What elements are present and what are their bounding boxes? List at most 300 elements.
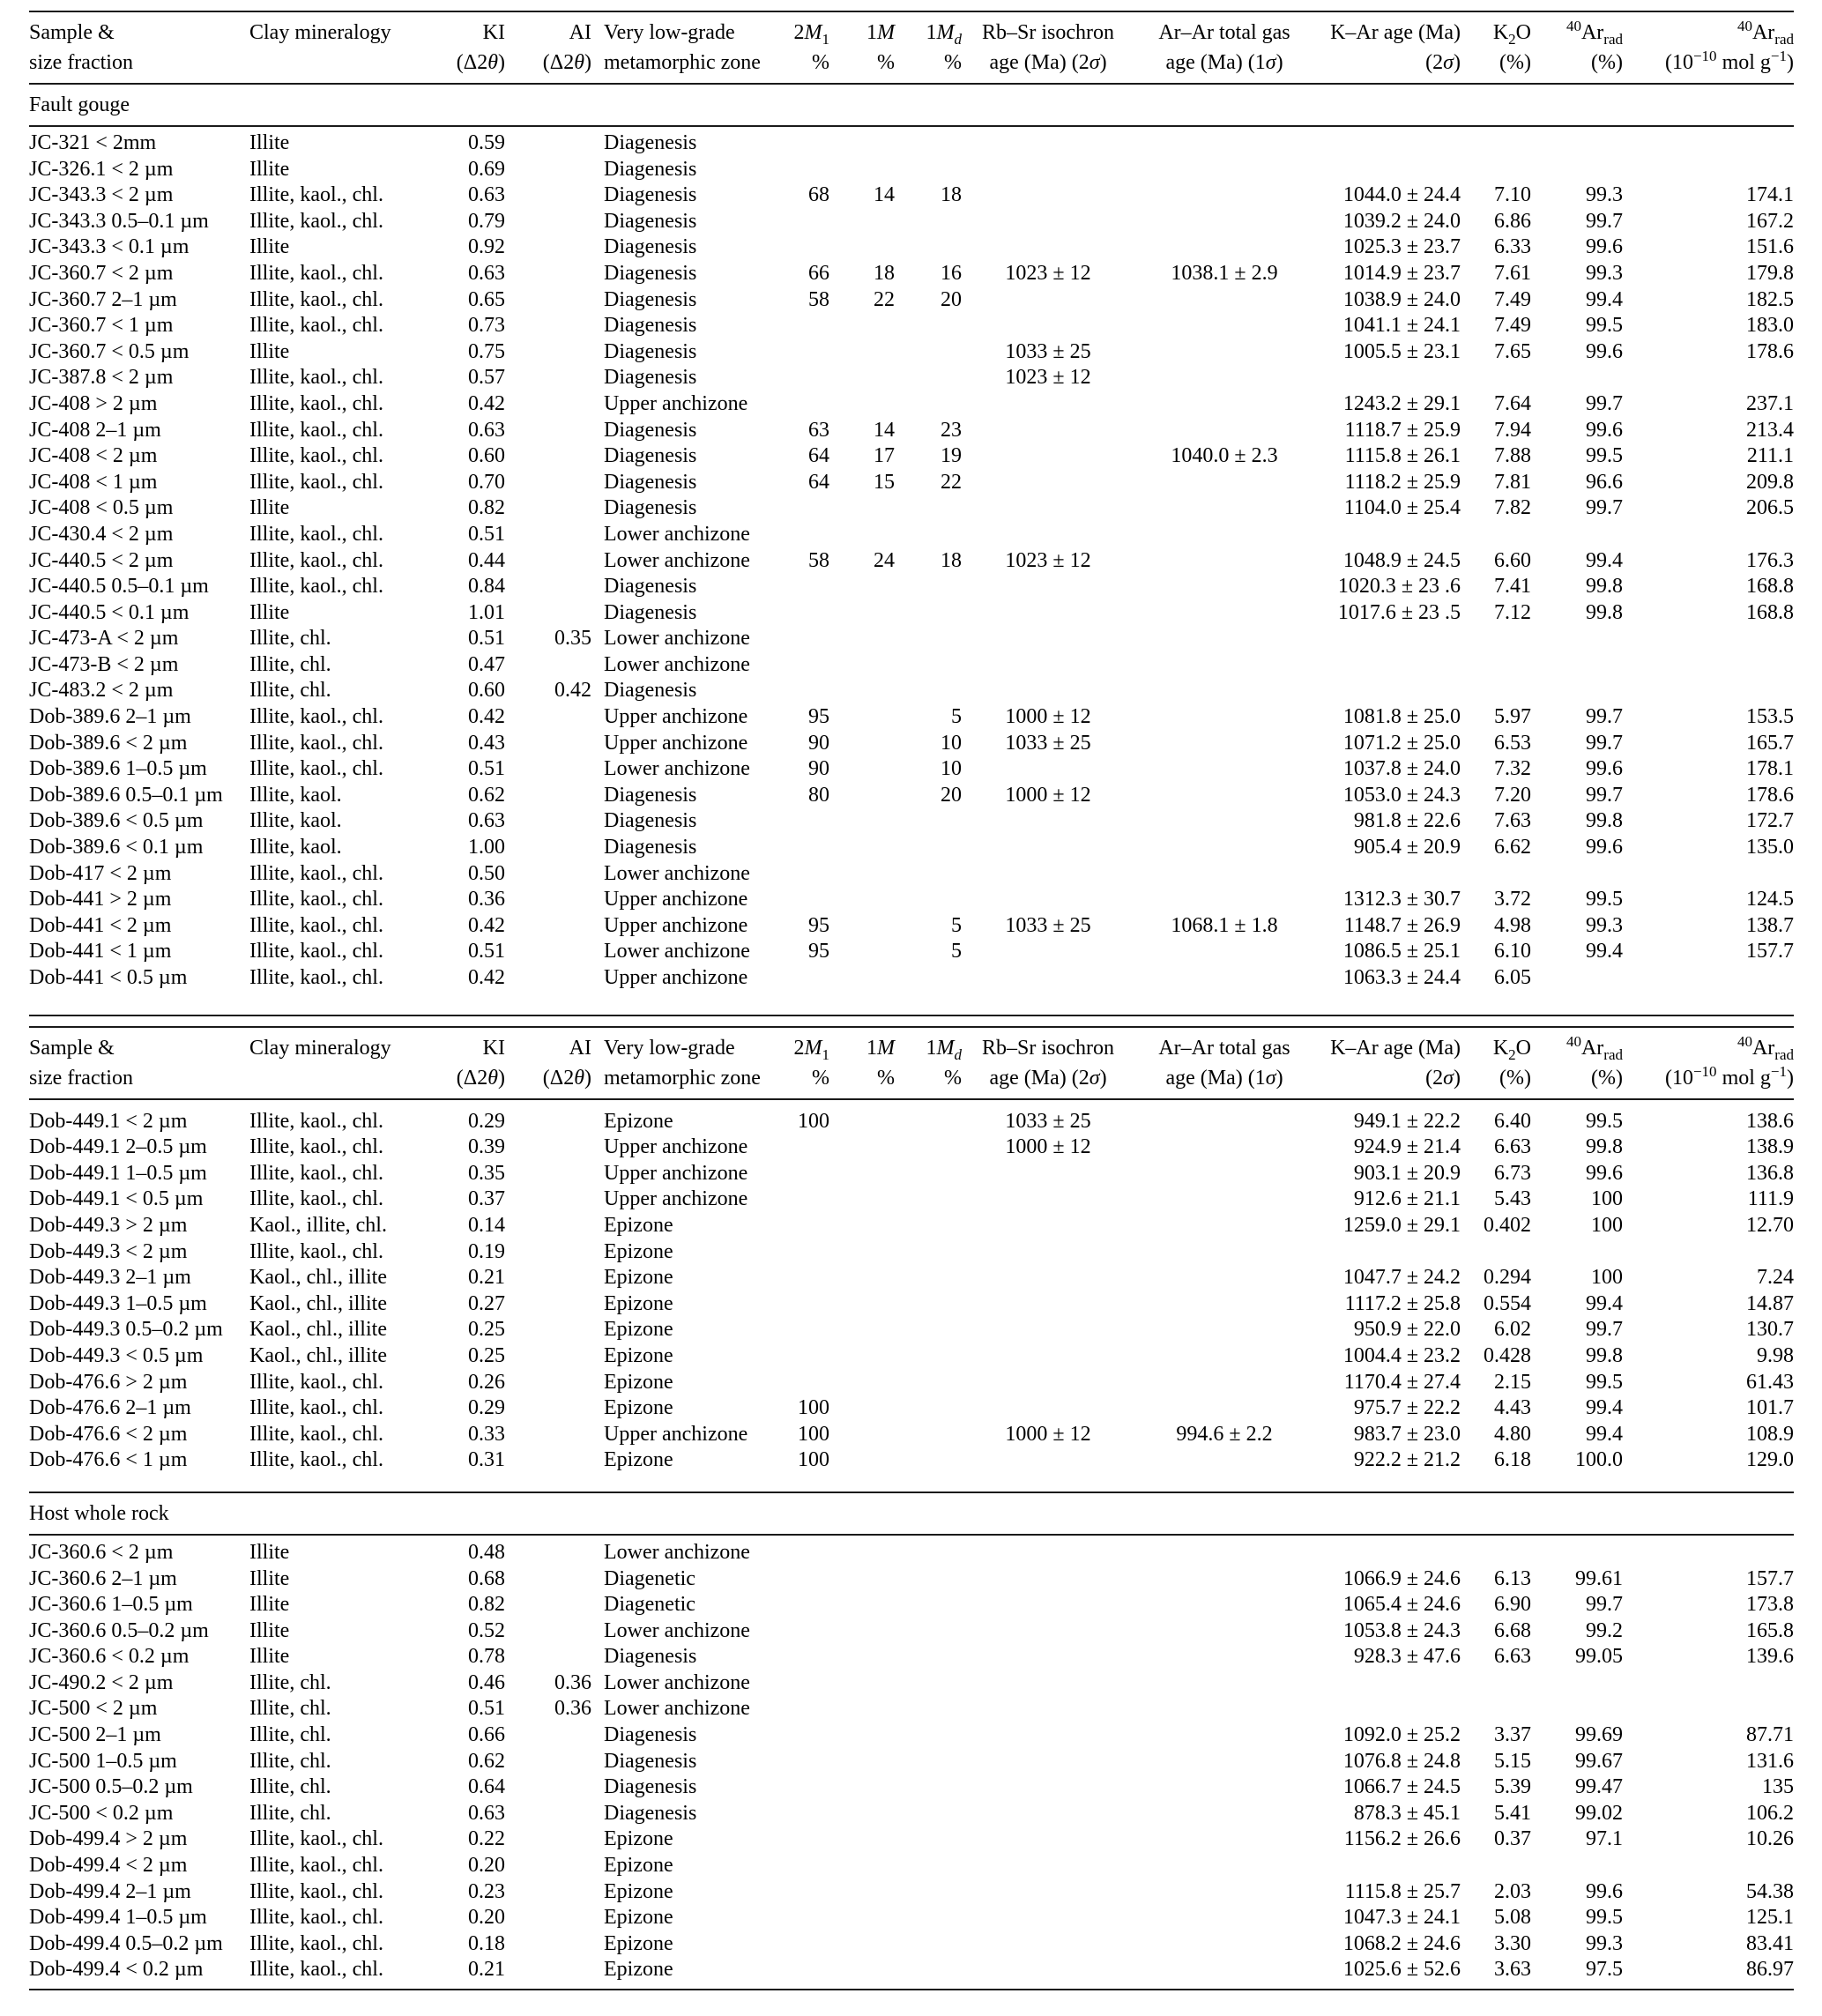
table-cell: 1044.0 ± 24.4 [1342,183,1461,207]
table-cell [505,261,591,287]
table-cell: 99.6 [1586,339,1623,363]
table-cell [505,157,591,183]
table-cell [829,808,895,835]
table-cell [895,1291,962,1318]
table-cell [962,130,1134,157]
table-cell [505,652,591,679]
table-cell [829,600,895,627]
table-cell [962,1592,1134,1618]
table-cell: 0.25 [468,1318,505,1342]
table-cell: Dob-499.4 < 2 µm [29,1854,188,1878]
table-cell [962,1317,1134,1343]
table-cell: 1066.9 ± 24.6 [1342,1566,1461,1590]
table-cell: 151.6 [1746,235,1794,259]
table-cell [1531,1670,1623,1697]
table-cell [505,391,591,418]
table-cell [1314,1696,1461,1722]
table-cell: JC-343.3 0.5–0.1 µm [29,209,209,233]
table-cell [505,548,591,575]
table-cell [505,1905,591,1931]
table-cell [505,1447,591,1474]
table-cell [1134,1801,1314,1827]
table-cell: 0.62 [468,783,505,807]
table-cell: 182.5 [1746,287,1794,311]
table-cell: 6.86 [1494,209,1531,233]
table-cell: 0.42 [554,679,591,703]
table-cell: 1014.9 ± 23.7 [1342,261,1461,285]
table-cell: 237.1 [1746,391,1794,415]
table-row [29,1213,1794,1239]
table-cell: 0.79 [468,209,505,233]
table-cell: 1076.8 ± 24.8 [1342,1749,1461,1773]
table-cell: 99.02 [1575,1801,1623,1825]
table-cell [829,1134,895,1161]
table-cell: 4.80 [1494,1422,1531,1446]
table-cell [1461,1670,1531,1697]
table-cell: 0.92 [468,235,505,259]
table-cell: Diagenesis [604,157,697,181]
table-cell: Illite [249,1593,290,1617]
table-cell: 165.8 [1746,1618,1794,1642]
table-cell [829,1566,895,1593]
table-cell: 7.94 [1494,418,1531,442]
table-cell: 0.51 [468,522,505,546]
table-cell: 99.8 [1586,809,1623,833]
table-row [29,1161,1794,1187]
table-cell: Epizone [604,1109,673,1133]
table-cell: 1033 ± 25 [1005,1109,1091,1133]
table-cell [829,130,895,157]
table-cell [962,522,1134,548]
table-row [29,939,1794,965]
table-cell: 1063.3 ± 24.4 [1342,966,1461,989]
table-cell: 5.41 [1494,1801,1531,1825]
table-cell: 0.42 [468,705,505,729]
table-cell [829,1957,895,1983]
table-cell: 1243.2 ± 29.1 [1342,391,1461,415]
table-cell [895,1566,962,1593]
table-cell: 178.1 [1746,757,1794,781]
table-cell: 0.428 [1484,1343,1531,1367]
table-cell: Dob-441 < 2 µm [29,913,172,937]
table-cell [962,1343,1134,1370]
table-cell [829,1931,895,1958]
table-cell: 153.5 [1746,705,1794,729]
table-cell [1314,652,1461,679]
table-cell: 0.22 [468,1827,505,1851]
table-cell: 7.81 [1494,470,1531,494]
table-cell [962,182,1134,209]
col-header-k2o: $K_2O$ (%) [1492,21,1531,74]
table-cell: Lower anchizone [604,548,750,572]
table-cell [962,209,1134,235]
table-cell: Epizone [604,1266,673,1290]
table-header-repeat [29,1033,1794,1093]
table-cell: Illite [249,1618,290,1642]
table-cell: Epizone [604,1827,673,1851]
table-cell: 99.6 [1586,1161,1623,1185]
table-row [29,1957,1794,1983]
table-cell: Dob-499.4 1–0.5 µm [29,1906,207,1930]
table-cell: 99.6 [1586,418,1623,442]
table-cell: 0.402 [1484,1213,1531,1237]
table-cell [1531,1540,1623,1566]
table-cell: 167.2 [1746,209,1794,233]
header-row [29,1033,1794,1093]
table-cell: 99.5 [1586,444,1623,468]
table-cell: 99.4 [1586,940,1623,963]
table-cell: 108.9 [1746,1422,1794,1446]
table-cell [829,1826,895,1853]
table-cell: 135 [1762,1775,1794,1799]
table-cell [829,209,895,235]
table-cell [1134,495,1314,522]
table-cell [1531,1239,1623,1266]
table-cell [895,1109,962,1135]
table-cell: 0.29 [468,1396,505,1420]
rule [29,1026,1794,1028]
table-cell: 5 [951,940,962,963]
table-cell [829,313,895,339]
table-cell: 10 [941,731,962,755]
table-cell [1134,756,1314,783]
table-cell [829,1187,895,1213]
table-cell: 97.1 [1586,1827,1623,1851]
table-cell [1134,1592,1314,1618]
table-cell [505,939,591,965]
table-cell [1314,626,1461,652]
table-cell: 97.5 [1586,1958,1623,1982]
table-cell: Illite, kaol., chl. [249,913,383,937]
table-row [29,1801,1794,1827]
table-cell [505,495,591,522]
table-cell: 7.24 [1757,1266,1794,1290]
table-cell [829,835,895,861]
table-cell: Illite, kaol., chl. [249,1958,383,1982]
table-cell [895,1774,962,1801]
table-cell [962,1161,1134,1187]
table-cell [505,1592,591,1618]
table-cell: 6.90 [1494,1593,1531,1617]
table-cell: 928.3 ± 47.6 [1353,1645,1461,1669]
table-cell: Illite, chl. [249,627,331,651]
table-cell: JC-500 < 0.2 µm [29,1801,174,1825]
table-cell: JC-500 0.5–0.2 µm [29,1775,193,1799]
table-cell [784,1540,829,1566]
table-cell [1134,1395,1314,1422]
table-cell: Dob-449.3 0.5–0.2 µm [29,1318,223,1342]
table-cell: Dob-389.6 2–1 µm [29,705,191,729]
table-cell: 2.03 [1494,1879,1531,1903]
table-cell [895,1447,962,1474]
table-cell: Epizone [604,1854,673,1878]
col-header-1m: 1M % [866,21,895,74]
table-cell: 99.5 [1586,1370,1623,1394]
table-cell: Illite, kaol., chl. [249,888,383,911]
table-cell: 54.38 [1746,1879,1794,1903]
table-cell: 10 [941,757,962,781]
table-cell [505,1879,591,1906]
table-cell [784,1291,829,1318]
table-cell [829,522,895,548]
table-cell: 0.68 [468,1566,505,1590]
table-cell [1134,1905,1314,1931]
table-cell: JC-500 < 2 µm [29,1697,158,1721]
table-cell [829,887,895,913]
table-cell [784,1696,829,1722]
table-cell: 0.33 [468,1422,505,1446]
table-cell [962,391,1134,418]
table-row [29,157,1794,183]
table-cell [505,808,591,835]
table-cell [1531,861,1623,888]
table-cell: 99.8 [1586,600,1623,624]
table-cell [829,1774,895,1801]
table-cell: Illite, chl. [249,1670,331,1694]
table-cell: 18 [941,183,962,207]
table-cell: Dob-389.6 < 0.5 µm [29,809,204,833]
table-cell [962,808,1134,835]
table-cell: Diagenesis [604,339,697,363]
table-cell [1623,365,1794,391]
table-cell: Diagenesis [604,131,697,154]
table-cell: 99.7 [1586,496,1623,520]
table-cell: 1156.2 ± 26.6 [1343,1827,1461,1851]
table-cell: 99.4 [1586,287,1623,311]
col-header-arrad-mol: $^{40}Ar_{rad}$ ($10^{-10}$ mol $g^{-1}$) [1664,18,1794,74]
table-cell [1134,1370,1314,1396]
table-cell: 1000 ± 12 [1005,705,1091,729]
table-cell [962,887,1134,913]
table-cell: JC-360.7 < 2 µm [29,261,174,285]
table-cell [962,1618,1134,1645]
table-cell [962,287,1134,314]
table-cell [829,1161,895,1187]
table-cell [784,495,829,522]
table-cell [505,1749,591,1775]
table-row [29,1749,1794,1775]
table-cell: 924.9 ± 21.4 [1353,1135,1461,1159]
table-cell: 905.4 ± 20.9 [1353,836,1461,859]
table-cell: 95 [808,940,829,963]
col-header-1m: 1M % [866,1036,895,1090]
table-cell: JC-387.8 < 2 µm [29,366,174,390]
table-cell: 7.12 [1494,600,1531,624]
table-row [29,600,1794,627]
table-row [29,1826,1794,1853]
table-cell: 1053.8 ± 24.3 [1342,1618,1461,1642]
table-cell [784,1905,829,1931]
table-cell: Epizone [604,1239,673,1263]
table-cell [1134,1239,1314,1266]
table-cell [1461,626,1531,652]
table-cell [1531,1853,1623,1879]
table-cell: 101.7 [1746,1396,1794,1420]
table-cell [784,835,829,861]
table-cell [895,1644,962,1670]
table-cell [829,1370,895,1396]
table-cell: Diagenesis [604,444,697,468]
table-cell [962,1774,1134,1801]
table-cell [962,965,1134,992]
table-row [29,1644,1794,1670]
table-cell: 95 [808,705,829,729]
table-cell [784,1826,829,1853]
table-cell [505,1134,591,1161]
table-cell [829,1447,895,1474]
table-cell: 139.6 [1746,1645,1794,1669]
table-cell: Diagenesis [604,1801,697,1825]
table-row [29,887,1794,913]
table-cell: 0.36 [468,888,505,911]
table-cell [962,678,1134,704]
table-cell: 0.63 [468,418,505,442]
table-cell: 14 [874,183,895,207]
table-cell: JC-408 < 2 µm [29,444,158,468]
table-cell: Dob-499.4 < 0.2 µm [29,1958,204,1982]
table-cell: 7.63 [1494,809,1531,833]
table-cell: Illite, kaol., chl. [249,1827,383,1851]
col-header-arrad-pct: $^{40}Ar_{rad}$ (%) [1565,18,1623,74]
table-cell [505,574,591,600]
table-cell: 22 [874,287,895,311]
table-cell: 18 [941,548,962,572]
table-cell: Illite, kaol., chl. [249,1422,383,1446]
table-cell [505,913,591,940]
table-cell: 6.68 [1494,1618,1531,1642]
table-cell [895,1722,962,1749]
table-cell [829,1905,895,1931]
table-cell: 1086.5 ± 25.1 [1342,940,1461,963]
table-cell [784,1161,829,1187]
table-cell [1623,157,1794,183]
col-header-clay: Clay mineralogy [249,1036,391,1060]
table-cell [784,965,829,992]
table-cell: Diagenesis [604,679,697,703]
rule [29,1098,1794,1100]
table-cell [784,339,829,366]
table-cell: JC-360.6 < 2 µm [29,1540,174,1564]
table-cell: Dob-449.1 < 2 µm [29,1109,188,1133]
table-cell [784,1343,829,1370]
table-cell [784,1618,829,1645]
table-cell: Illite [249,131,290,154]
table-cell [784,234,829,261]
table-cell [829,1395,895,1422]
table-cell: 99.3 [1586,261,1623,285]
table-cell: JC-473-A < 2 µm [29,627,179,651]
table-cell [829,1592,895,1618]
table-cell: Diagenesis [604,183,697,207]
table-cell: Dob-449.3 > 2 µm [29,1213,188,1237]
table-cell [895,1370,962,1396]
table-cell: Diagenesis [604,1723,697,1747]
table-cell: 0.19 [468,1239,505,1263]
table-cell: 6.63 [1494,1645,1531,1669]
table-cell: 99.8 [1586,1343,1623,1367]
table-cell: 975.7 ± 22.2 [1353,1396,1461,1420]
table-cell: 5.08 [1494,1906,1531,1930]
table-cell: 99.7 [1586,1593,1623,1617]
table-cell: Lower anchizone [604,652,750,676]
table-cell: JC-321 < 2mm [29,131,157,154]
header-row [29,18,1794,78]
table-cell [784,522,829,548]
table-cell: Diagenesis [604,1645,697,1669]
col-header-kar: K–Ar age (Ma) (2σ) [1330,21,1461,74]
table-cell: 0.26 [468,1370,505,1394]
table-cell: 0.52 [468,1618,505,1642]
table-cell [1134,887,1314,913]
table-cell: 99.6 [1586,757,1623,781]
table-cell: 1047.7 ± 24.2 [1342,1266,1461,1290]
table-cell: Illite [249,496,290,520]
table-cell: 20 [941,783,962,807]
table-row [29,1291,1794,1318]
col-header-zone: Very low-grade metamorphic zone [604,21,761,74]
table-cell: Dob-449.3 2–1 µm [29,1266,191,1290]
table-row [29,495,1794,522]
table-cell [895,1957,962,1983]
table-cell: 0.51 [468,627,505,651]
table-cell: 4.98 [1494,913,1531,937]
table-cell: 6.53 [1494,731,1531,755]
table-cell: Illite, kaol., chl. [249,1931,383,1955]
table-cell [895,574,962,600]
table-cell: 0.39 [468,1135,505,1159]
table-cell: 0.50 [468,861,505,885]
table-cell: Dob-389.6 < 2 µm [29,731,188,755]
table-cell: Diagenesis [604,470,697,494]
table-cell [1134,1826,1314,1853]
table-cell: 99.7 [1586,1318,1623,1342]
table-cell [1623,130,1794,157]
table-cell: 20 [941,287,962,311]
table-cell [1314,157,1461,183]
table-cell: 6.60 [1494,548,1531,572]
table-cell: 0.21 [468,1958,505,1982]
table-cell: Illite, kaol., chl. [249,470,383,494]
table-cell: Upper anchizone [604,966,748,989]
table-cell: 2.15 [1494,1370,1531,1394]
table-cell [895,1317,962,1343]
table-cell: JC-360.6 1–0.5 µm [29,1593,193,1617]
table-cell: 63 [808,418,829,442]
table-cell: 0.59 [468,131,505,154]
table-cell: 1023 ± 12 [1005,548,1091,572]
table-cell: Illite, kaol., chl. [249,418,383,442]
table-cell: 1017.6 ± 23 .5 [1337,600,1461,624]
col-header-rbsr: Rb–Sr isochron age (Ma) (2σ) [982,1036,1114,1090]
table-cell [505,887,591,913]
table-cell [1623,1670,1794,1697]
table-cell: Dob-476.6 < 2 µm [29,1422,188,1446]
table-cell [1134,704,1314,731]
table-row [29,391,1794,418]
table-cell: 1115.8 ± 26.1 [1344,444,1461,468]
table-cell [829,1696,895,1722]
table-cell: 1071.2 ± 25.0 [1342,731,1461,755]
table-cell: Lower anchizone [604,861,750,885]
table-cell [962,835,1134,861]
table-cell [784,313,829,339]
table-cell: 23 [941,418,962,442]
table-row [29,234,1794,261]
table-cell [1134,1109,1314,1135]
table-cell: 6.33 [1494,235,1531,259]
col-header-sample: Sample & size fraction [29,21,133,74]
table-cell [784,1722,829,1749]
